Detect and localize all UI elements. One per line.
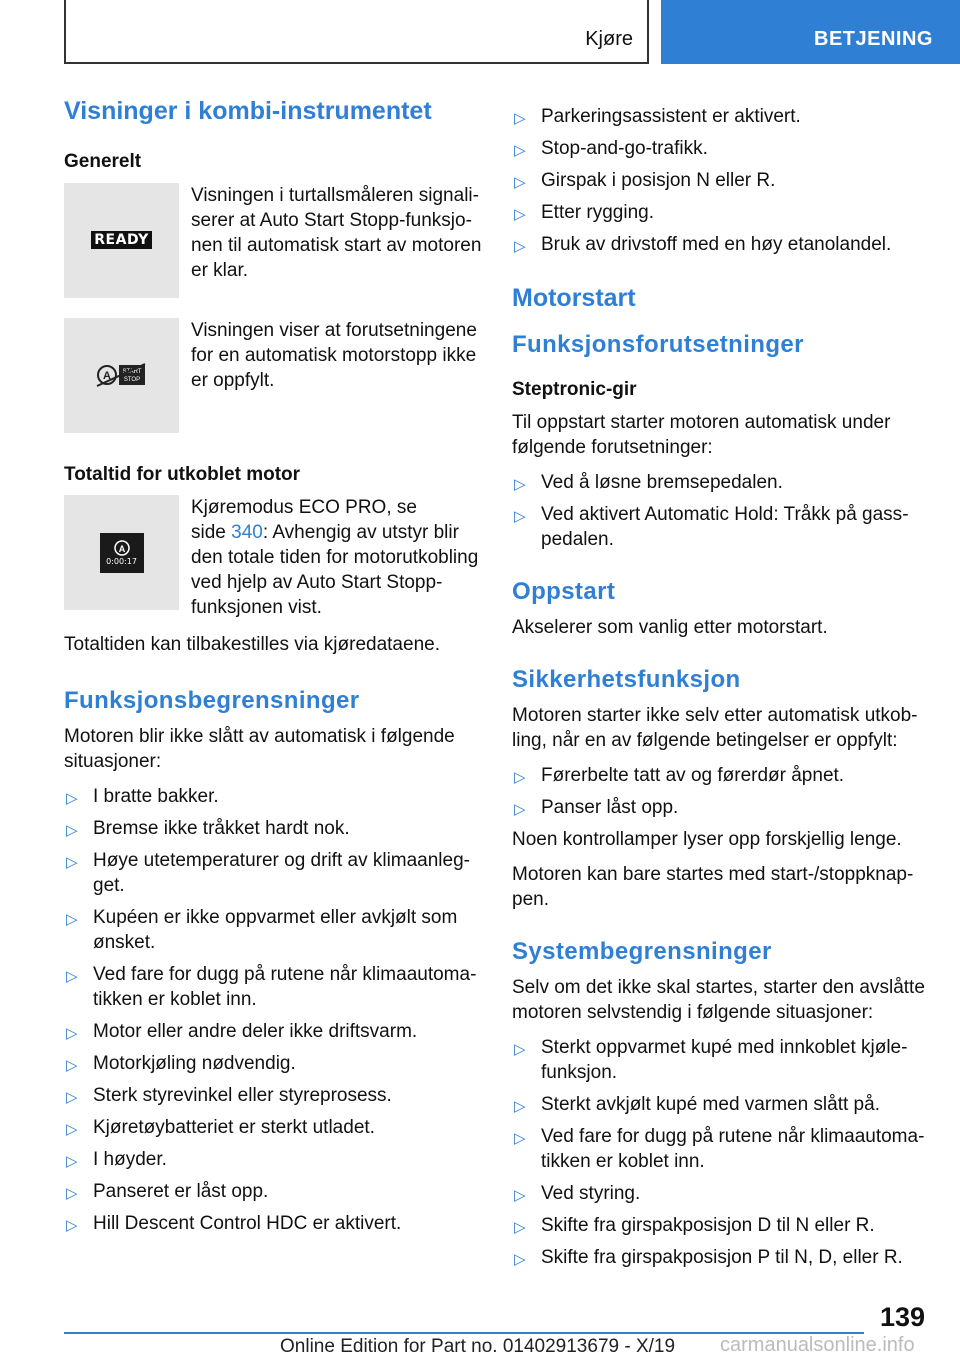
totaltid-text-before: Kjøremodus ECO PRO, se side (191, 497, 417, 544)
header-section-label: BETJENING (814, 28, 933, 50)
list-item: ▷ Ved å løsne bremsepedalen. (512, 470, 927, 495)
list-item: ▷ Bremse ikke tråkket hardt nok. (64, 816, 482, 841)
ready-description: Visningen i turtallsmåleren signaliserer at Auto Start Stopp-funksjonen til automatisk start av motoren er klar. (191, 184, 482, 281)
list-item: ▷ Kjøretøybatteriet er sterkt utladet. (64, 1115, 482, 1140)
list-item: ▷ Sterkt oppvarmet kupé med innkoblet kjølefunksjon. (514, 1036, 908, 1083)
triangle-bullet-icon: ▷ (66, 822, 78, 840)
right-column (512, 104, 927, 1277)
list-item: ▷ Panseret er låst opp. (64, 1179, 482, 1204)
triangle-bullet-icon: ▷ (514, 206, 526, 223)
stop-label: STOP (123, 377, 140, 384)
list-item: ▷ Motorkjøling nødvendig. (64, 1051, 482, 1076)
start-label: START (121, 369, 142, 376)
systembegrensninger-list (512, 1035, 927, 1270)
list-item: ▷ Ved fare for dugg på rutene når klimaautomatikken er koblet inn. (66, 964, 477, 1011)
start-stop-figure (64, 318, 482, 433)
list-item: ▷ Skifte fra girspakposisjon D til N eller R. (512, 1213, 927, 1238)
steptronic-list (512, 470, 927, 552)
page-number: 139 (880, 1302, 926, 1332)
footer-edition: Online Edition for Part no. 01402913679 - X/19 (280, 1336, 676, 1357)
sikkerhetsfunksjon-note-1: Noen kontrollamper lyser opp forskjellig lenge. (512, 829, 902, 851)
sikkerhetsfunksjon-list (512, 763, 927, 820)
sikkerhetsfunksjon-heading: Sikkerhetsfunksjon (512, 666, 741, 694)
triangle-bullet-icon: ▷ (514, 174, 526, 191)
start-stop-description: Visningen viser at forutsetningene for en automatisk motorstopp ikke er oppfylt. (191, 319, 477, 391)
triangle-bullet-icon: ▷ (66, 854, 78, 872)
list-item: ▷ Panser låst opp. (512, 795, 927, 820)
header-chapter-title: Kjøre (585, 28, 633, 50)
list-item: ▷ Kupéen er ikke oppvarmet eller avkjølt som ønsket. (66, 907, 458, 954)
triangle-bullet-icon: ▷ (514, 801, 526, 819)
triangle-bullet-icon: ▷ (66, 1185, 78, 1203)
triangle-bullet-icon: ▷ (514, 1218, 526, 1236)
list-item: ▷ Sterkt avkjølt kupé med varmen slått på. (512, 1092, 927, 1117)
auto-start-stop-icon (113, 539, 131, 557)
list-item: ▷ Ved fare for dugg på rutene når klimaautomatikken er koblet inn. (514, 1125, 925, 1172)
list-item: ▷ Stop-and-go-trafikk. (512, 136, 927, 161)
triangle-bullet-icon: ▷ (66, 1121, 78, 1139)
list-item: ▷ Hill Descent Control HDC er aktivert. (64, 1211, 482, 1236)
sikkerhetsfunksjon-intro: Motoren starter ikke selv etter automatisk utkobling, når en av følgende betingelser er oppfylt: (512, 705, 918, 752)
list-item: ▷ Girspak i posisjon N eller R. (512, 168, 927, 193)
steptronic-heading: Steptronic-gir (512, 378, 637, 400)
triangle-bullet-icon: ▷ (514, 476, 526, 494)
funksjonsbegrensninger-intro: Motoren blir ikke slått av automatisk i følgende situasjoner: (64, 726, 455, 773)
totaltid-reset-text: Totaltiden kan tilbakestilles via kjøredataene. (64, 634, 440, 656)
timer-panel (100, 533, 144, 573)
oppstart-text: Akselerer som vanlig etter motorstart. (512, 617, 828, 639)
motorstart-heading: Motorstart (512, 284, 636, 312)
triangle-bullet-icon: ▷ (514, 1040, 526, 1058)
triangle-bullet-icon: ▷ (66, 1153, 78, 1171)
continued-list (512, 104, 927, 257)
triangle-bullet-icon: ▷ (514, 769, 526, 787)
triangle-bullet-icon: ▷ (66, 968, 78, 986)
timer-value: 0:00:17 (106, 557, 137, 567)
funksjonsbegrensninger-list (64, 784, 482, 1236)
triangle-bullet-icon: ▷ (514, 110, 526, 127)
totaltid-text-after: : Avhengig av utstyr blir den totale tiden for motorutkobling ved hjelp av Auto Start Stopp-funksjonen vist. (191, 522, 479, 619)
oppstart-heading: Oppstart (512, 578, 616, 606)
list-item: ▷ Bruk av drivstoff med en høy etanolandel. (512, 232, 927, 257)
list-item: ▷ I høyder. (64, 1147, 482, 1172)
header-section-tab[interactable] (661, 0, 960, 64)
list-item: ▷ Høye utetemperaturer og drift av klimaanlegget. (66, 850, 470, 897)
ready-figure (64, 183, 482, 298)
header-chapter-box (64, 0, 649, 64)
ready-indicator-image (64, 183, 179, 298)
svg-text:A: A (102, 370, 111, 383)
watermark: carmanualsonline.info (720, 1334, 915, 1356)
steptronic-intro: Til oppstart starter motoren automatisk under følgende forutsetninger: (512, 412, 891, 459)
svg-text:A: A (118, 544, 125, 555)
list-item: ▷ Ved styring. (512, 1181, 927, 1206)
start-stop-disabled-image (64, 318, 179, 433)
funksjonsbegrensninger-heading: Funksjonsbegrensninger (64, 687, 360, 715)
totaltid-heading: Totaltid for utkoblet motor (64, 463, 301, 485)
list-item: ▷ I bratte bakker. (64, 784, 482, 809)
triangle-bullet-icon: ▷ (66, 1217, 78, 1235)
list-item: ▷ Skifte fra girspakposisjon P til N, D, eller R. (512, 1245, 927, 1270)
triangle-bullet-icon: ▷ (66, 1057, 78, 1075)
ready-label: READY (91, 231, 151, 249)
list-item: ▷ Parkeringsassistent er aktivert. (512, 104, 927, 129)
list-item: ▷ Motor eller andre deler ikke driftsvarm. (64, 1019, 482, 1044)
auto-start-stop-off-icon (95, 362, 149, 388)
list-item: ▷ Sterk styrevinkel eller styreprosess. (64, 1083, 482, 1108)
triangle-bullet-icon: ▷ (514, 1250, 526, 1268)
triangle-bullet-icon: ▷ (514, 1097, 526, 1115)
triangle-bullet-icon: ▷ (66, 1025, 78, 1043)
list-item: ▷ Førerbelte tatt av og førerdør åpnet. (512, 763, 927, 788)
page-title: Visninger i kombi-instrumentet (64, 97, 432, 125)
triangle-bullet-icon: ▷ (514, 1186, 526, 1204)
triangle-bullet-icon: ▷ (514, 1129, 526, 1147)
systembegrensninger-intro: Selv om det ikke skal startes, starter den avslåtte motoren selvstendig i følgende situasjoner: (512, 976, 925, 1023)
sikkerhetsfunksjon-note-2: Motoren kan bare startes med start-/stoppknappen. (512, 864, 914, 911)
list-item: ▷ Etter rygging. (512, 200, 927, 225)
triangle-bullet-icon: ▷ (514, 238, 526, 255)
page-reference-link[interactable]: 340 (231, 522, 263, 544)
timer-display-image (64, 495, 179, 610)
list-item: ▷ Ved aktivert Automatic Hold: Tråkk på gasspedalen. (514, 504, 909, 551)
left-column (64, 96, 482, 1243)
triangle-bullet-icon: ▷ (66, 790, 78, 808)
triangle-bullet-icon: ▷ (66, 1089, 78, 1107)
funksjonsforutsetninger-heading: Funksjonsforutsetninger (512, 331, 804, 358)
generelt-heading: Generelt (64, 151, 142, 172)
systembegrensninger-heading: Systembegrensninger (512, 938, 772, 966)
timer-figure (64, 495, 482, 620)
triangle-bullet-icon: ▷ (514, 508, 526, 526)
triangle-bullet-icon: ▷ (514, 142, 526, 159)
triangle-bullet-icon: ▷ (66, 911, 78, 929)
totaltid-description (191, 495, 482, 620)
